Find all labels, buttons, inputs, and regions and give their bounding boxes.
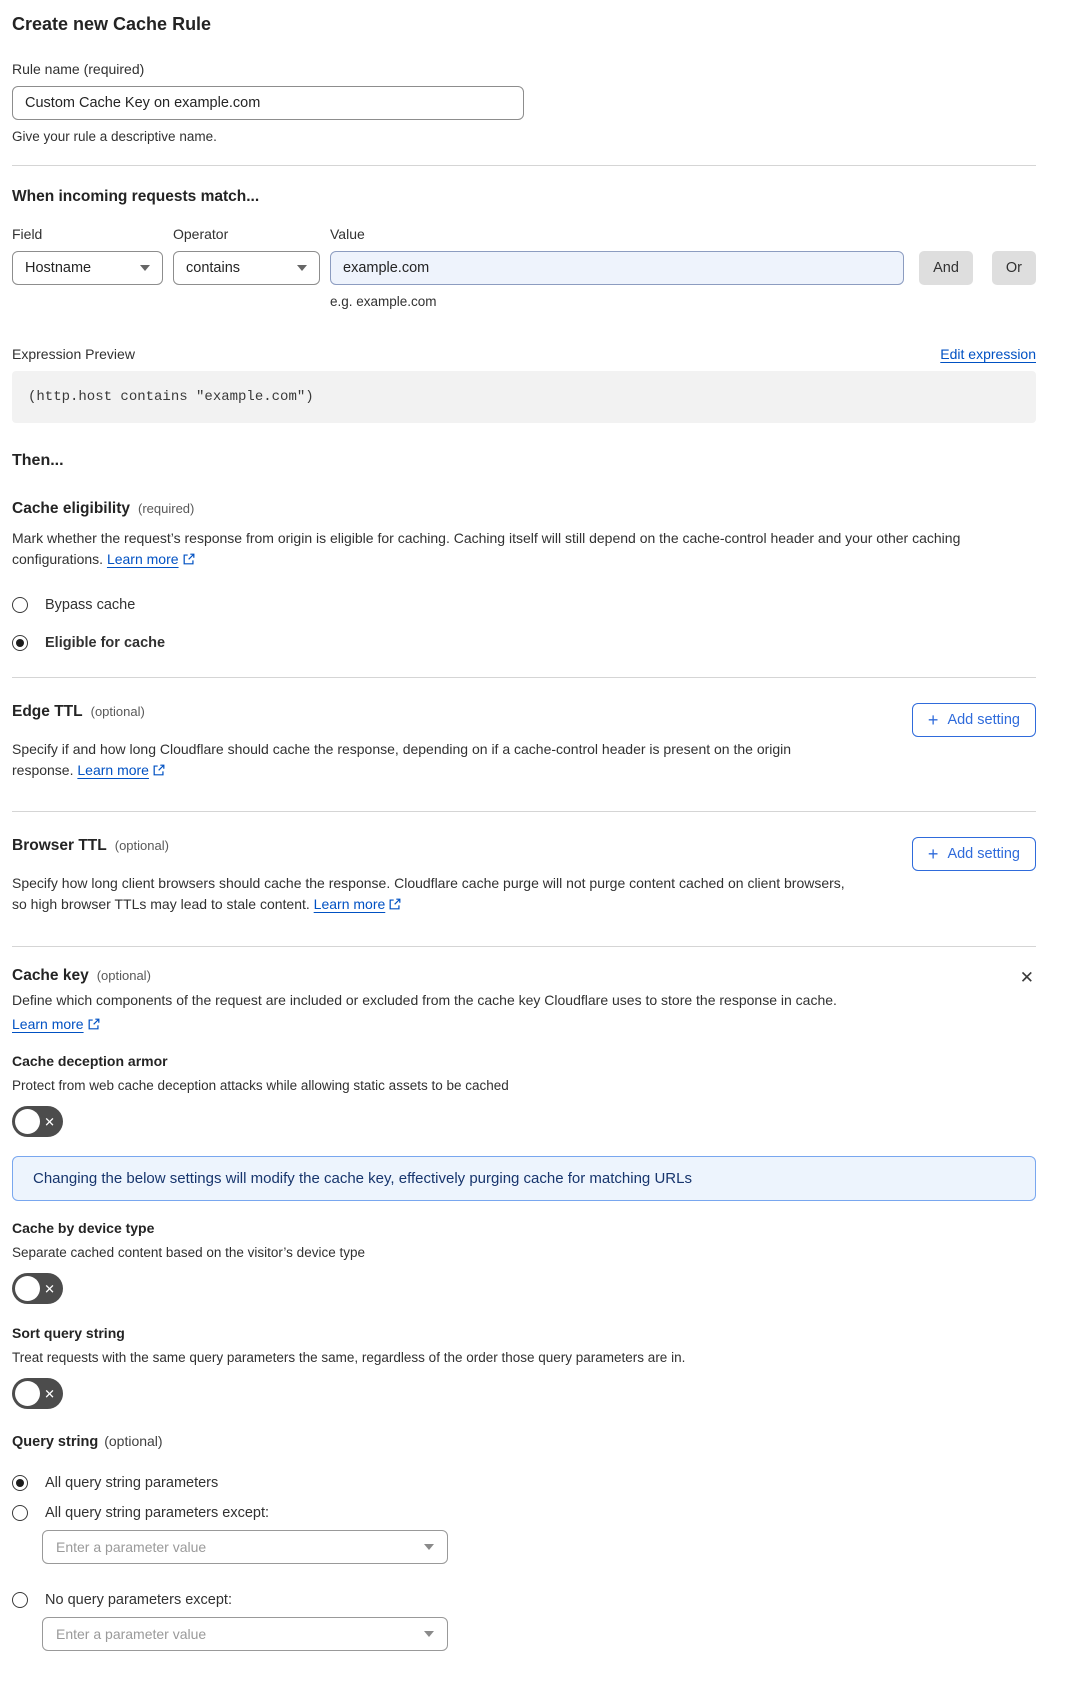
radio-no-query-params-except-label: No query parameters except: [45,1592,232,1608]
cache-deception-armor-title: Cache deception armor [12,1053,168,1069]
cache-key-description: Define which components of the request are included or excluded from the cache key Cloudflare uses to store the response in cache. [12,992,837,1008]
radio-eligible-for-cache-label: Eligible for cache [45,635,166,651]
toggle-off-icon: ✕ [44,1281,55,1296]
then-heading: Then... [12,452,64,469]
sort-query-string-toggle[interactable] [12,1378,63,1409]
learn-more-link[interactable]: Learn more [314,896,403,912]
radio-bypass-cache-label: Bypass cache [45,597,136,613]
edge-ttl-title: Edge TTL [12,703,83,720]
field-select[interactable] [12,251,163,285]
field-select-value: Hostname [25,260,92,276]
cache-key-optional: (optional) [96,968,151,983]
toggle-off-icon: ✕ [44,1386,55,1401]
learn-more-link[interactable]: Learn more [107,551,196,567]
sort-query-string-description: Treat requests with the same query parameters the same, regardless of the order those query parameters are in. [12,1350,686,1365]
browser-ttl-title: Browser TTL [12,837,107,854]
rule-name-input[interactable] [12,86,524,120]
sort-query-string-title: Sort query string [12,1325,125,1341]
cache-eligibility-required: (required) [138,501,195,516]
radio-icon [12,1505,28,1521]
value-label: Value [330,226,365,242]
external-link-icon [152,763,166,777]
divider [12,677,1036,678]
divider [12,946,1036,947]
edit-expression-link[interactable]: Edit expression [940,346,1036,362]
cache-key-title: Cache key [12,967,89,984]
and-button[interactable]: And [919,251,973,285]
browser-ttl-description: Specify how long client browsers should cache the response. Cloudflare cache purge will not purge content cached on client browsers, so high browser TTLs may lead to stale content. Learn more [12,875,845,912]
cache-deception-armor-description: Protect from web cache deception attacks while allowing static assets to be cached [12,1078,509,1093]
cache-eligibility-header [12,500,1036,518]
divider [12,165,1036,166]
browser-ttl-add-setting-button[interactable]: + Add setting [912,837,1036,871]
rule-name-group [12,61,1036,144]
radio-checked-icon [12,1475,28,1491]
toggle-knob [15,1381,40,1406]
radio-all-query-params-except[interactable] [12,1505,1036,1521]
rule-name-label: Rule name (required) [12,61,145,77]
expression-preview-header [12,346,1036,362]
radio-checked-icon [12,635,28,651]
browser-ttl-header [12,837,1036,871]
query-string-header [12,1433,1036,1450]
plus-icon: + [927,844,939,864]
cache-key-warning-banner: Changing the below settings will modify the cache key, effectively purging cache for matching URLs [12,1156,1036,1201]
browser-ttl-optional: (optional) [114,838,169,853]
external-link-icon [182,552,196,566]
chevron-down-icon [424,1544,434,1550]
chevron-down-icon [297,265,307,271]
query-string-optional: (optional) [104,1433,163,1449]
edge-ttl-header [12,703,1036,737]
no-query-param-except-input[interactable] [42,1617,448,1651]
cache-key-learn-more-line [12,1016,1036,1032]
plus-icon: + [927,710,939,730]
cache-key-header [12,967,1036,988]
match-heading: When incoming requests match... [12,188,260,205]
create-cache-rule-form [12,14,1036,1691]
radio-eligible-for-cache[interactable] [12,635,1036,651]
query-param-except-input[interactable] [42,1530,448,1564]
expression-code: (http.host contains "example.com") [12,371,1036,423]
value-helper: e.g. example.com [330,294,437,309]
rule-name-helper: Give your rule a descriptive name. [12,129,217,144]
radio-bypass-cache[interactable] [12,597,1036,613]
query-string-title: Query string [12,1434,99,1450]
toggle-off-icon: ✕ [44,1114,55,1129]
cache-by-device-type-title: Cache by device type [12,1220,155,1236]
radio-all-query-params[interactable] [12,1475,1036,1491]
edge-ttl-add-setting-button[interactable]: + Add setting [912,703,1036,737]
cache-by-device-type-toggle[interactable] [12,1273,63,1304]
edge-ttl-optional: (optional) [90,704,145,719]
learn-more-link[interactable]: Learn more [77,762,166,778]
external-link-icon [87,1017,101,1031]
edge-ttl-description: Specify if and how long Cloudflare should cache the response, depending on if a cache-control header is present on the origin response. Learn more [12,741,792,778]
no-query-param-except-placeholder: Enter a parameter value [56,1626,207,1642]
chevron-down-icon [424,1631,434,1637]
cache-deception-armor-toggle[interactable] [12,1106,63,1137]
radio-all-query-params-except-label: All query string parameters except: [45,1505,270,1521]
radio-icon [12,597,28,613]
operator-label: Operator [173,226,229,242]
toggle-knob [15,1276,40,1301]
chevron-down-icon [140,265,150,271]
external-link-icon [388,897,402,911]
condition-row [12,226,1036,285]
cache-eligibility-description: Mark whether the request’s response from origin is eligible for caching. Caching itself will still depend on the cache-control header and your other caching configurations. Learn more [12,530,961,567]
field-label: Field [12,226,43,242]
learn-more-link[interactable]: Learn more [12,1016,101,1032]
or-button[interactable]: Or [992,251,1036,285]
operator-select-value: contains [186,260,241,276]
close-icon[interactable]: ✕ [1019,968,1034,987]
radio-no-query-params-except[interactable] [12,1592,1036,1608]
radio-icon [12,1592,28,1608]
cache-eligibility-title: Cache eligibility [12,500,131,517]
divider [12,811,1036,812]
toggle-knob [15,1109,40,1134]
expression-preview-label: Expression Preview [12,346,135,362]
radio-all-query-params-label: All query string parameters [45,1475,219,1491]
cache-by-device-type-description: Separate cached content based on the visitor’s device type [12,1245,365,1260]
page-title: Create new Cache Rule [12,14,212,34]
andor-buttons [919,251,1036,285]
value-input[interactable] [330,251,904,285]
query-param-except-placeholder: Enter a parameter value [56,1539,207,1555]
operator-select[interactable] [173,251,320,285]
